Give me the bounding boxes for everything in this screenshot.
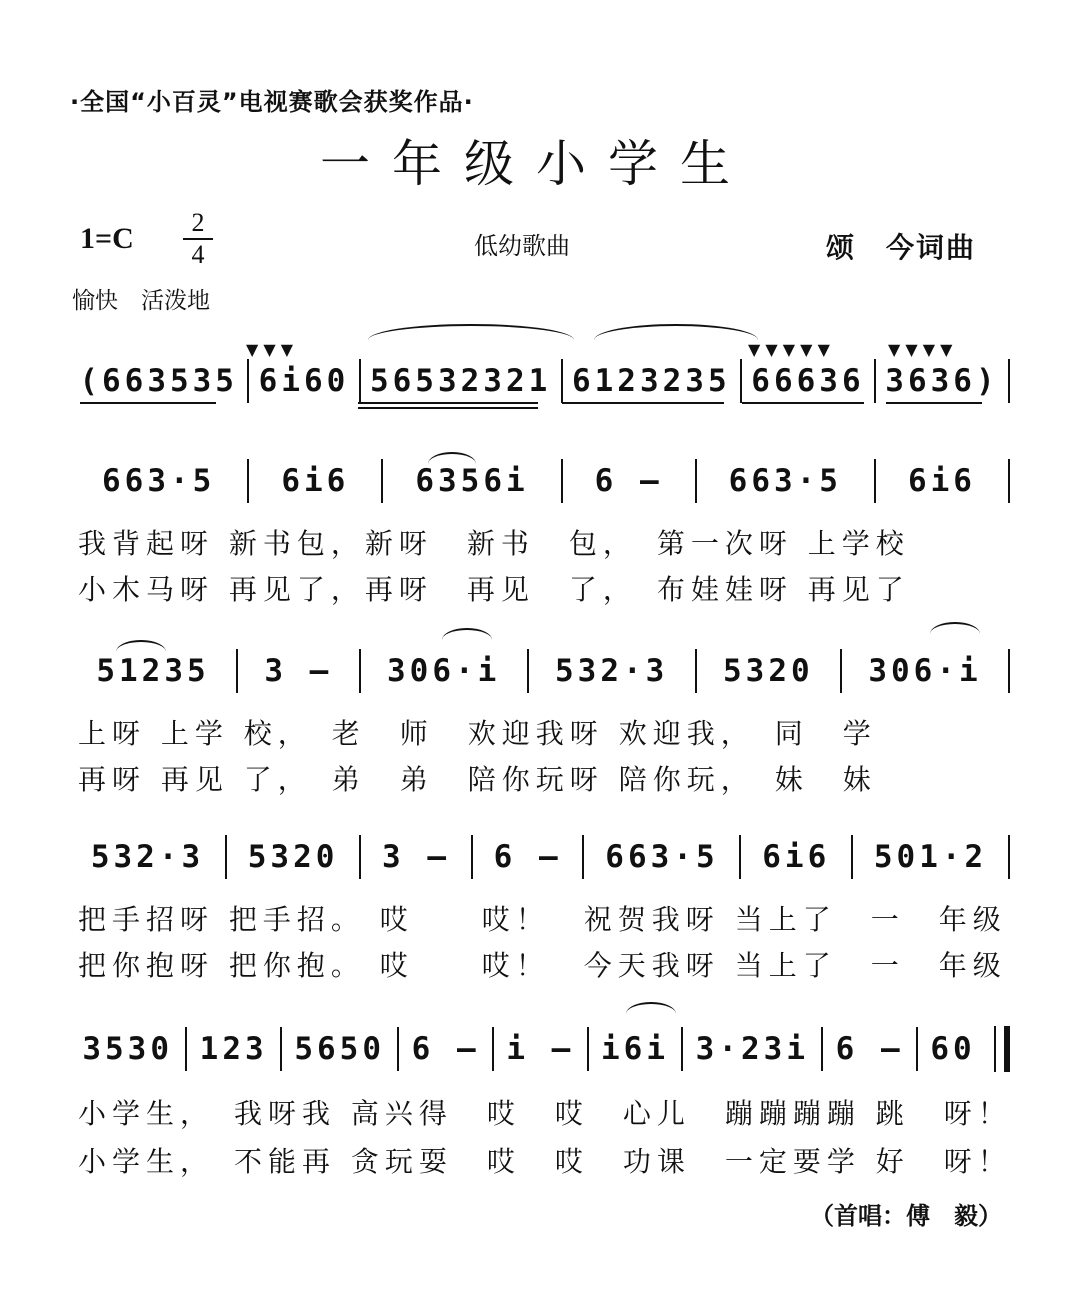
final-double-barline <box>994 1026 1010 1072</box>
measure: 663·5 <box>605 839 719 875</box>
measure: i6i <box>601 1031 669 1067</box>
lyric-verse-1: 小学生， 我呀我 高兴得 哎 哎 心儿 蹦蹦蹦蹦 跳 呀！ <box>78 1097 1012 1130</box>
intro-measure: (663535 <box>79 363 238 399</box>
measure: 3 – <box>264 653 333 689</box>
tempo-marking: 愉快 活泼地 <box>72 288 210 314</box>
measure: 5650 <box>294 1031 385 1067</box>
barline <box>1008 649 1010 693</box>
slur <box>626 1002 676 1014</box>
staccato-marks: ▼ ▼ ▼ ▼ <box>888 340 953 359</box>
barline <box>1008 359 1010 403</box>
notation-row-2 <box>70 648 1010 694</box>
measure: 5320 <box>247 839 339 875</box>
measure: 532·3 <box>90 839 205 875</box>
notation-row-3 <box>70 834 1010 880</box>
intro-measure: 6i60 <box>258 363 350 399</box>
lyric-verse-1: 把手招呀 把手招。 哎 哎！ 祝贺我呀 当上了 一 年级 <box>78 903 1007 936</box>
song-title: 一年级小学生 <box>320 135 752 193</box>
notation-row-1 <box>70 458 1010 504</box>
beam <box>358 407 538 409</box>
measure: 532·3 <box>555 653 669 689</box>
measure: 6356i <box>415 463 529 499</box>
measure: 5320 <box>723 653 814 689</box>
beam <box>80 402 216 404</box>
intro-measure: 3636) <box>885 363 999 399</box>
beam <box>742 402 864 404</box>
lyric-verse-2: 小木马呀 再见了，再呀 再见 了， 布娃娃呀 再见了 <box>78 573 910 606</box>
time-signature <box>183 210 213 268</box>
lyric-verse-2: 把你抱呀 把你抱。 哎 哎！ 今天我呀 当上了 一 年级 <box>78 949 1007 982</box>
lyric-verse-2: 小学生， 不能再 贪玩耍 哎 哎 功课 一定要学 好 呀！ <box>78 1145 1012 1178</box>
measure: 3 – <box>382 839 451 875</box>
composer-label: 颂 今词曲 <box>826 231 977 264</box>
intro-measure: 66636 <box>751 363 865 399</box>
measure: 60 <box>930 1031 976 1067</box>
measure: 6i6 <box>907 463 976 499</box>
measure: 6i6 <box>281 463 350 499</box>
award-caption: ·全国“小百灵”电视赛歌会获奖作品· <box>70 88 474 116</box>
slur <box>442 628 492 640</box>
slur <box>930 622 980 634</box>
measure: 306·i <box>868 653 982 689</box>
lyric-verse-1: 我背起呀 新书包，新呀 新书 包， 第一次呀 上学校 <box>78 527 910 560</box>
measure: 501·2 <box>873 839 988 875</box>
measure: 3530 <box>82 1031 173 1067</box>
intro-measure: 56532321 <box>369 363 552 399</box>
intro-measure: 6123235 <box>571 363 731 399</box>
measure: 306·i <box>387 653 501 689</box>
measure: 6 – <box>411 1031 480 1067</box>
key-signature: 1=C <box>80 222 134 255</box>
barline <box>1008 459 1010 503</box>
measure: 663·5 <box>102 463 216 499</box>
time-top: 2 <box>191 208 205 237</box>
intro-notation-row <box>70 358 1010 404</box>
measure: i – <box>506 1031 575 1067</box>
time-bottom: 4 <box>191 240 205 269</box>
slur <box>116 640 166 652</box>
staccato-marks: ▼ ▼ ▼ ▼ ▼ <box>748 340 830 359</box>
first-singer-credit: （首唱：傅 毅） <box>810 1201 1002 1230</box>
measure: 6 – <box>835 1031 904 1067</box>
slur <box>368 324 574 340</box>
lyric-verse-1: 上呀 上学 校， 老 师 欢迎我呀 欢迎我， 同 学 <box>78 717 877 750</box>
measure: 3·23i <box>695 1031 809 1067</box>
measure: 6i6 <box>762 839 831 875</box>
measure: 51235 <box>96 653 210 689</box>
beam <box>562 402 724 404</box>
beam <box>358 402 538 404</box>
measure: 663·5 <box>728 463 842 499</box>
beam <box>886 402 982 404</box>
staccato-marks: ▼ ▼ ▼ <box>246 340 294 359</box>
measure: 123 <box>199 1031 268 1067</box>
genre-label: 低幼歌曲 <box>474 232 570 260</box>
lyric-verse-2: 再呀 再见 了， 弟 弟 陪你玩呀 陪你玩， 妹 妹 <box>78 763 877 796</box>
measure: 6 – <box>493 839 562 875</box>
slur <box>594 324 758 340</box>
slur <box>428 452 476 464</box>
barline <box>1008 835 1010 879</box>
measure: 6 – <box>594 463 663 499</box>
notation-row-4 <box>70 1026 1010 1072</box>
